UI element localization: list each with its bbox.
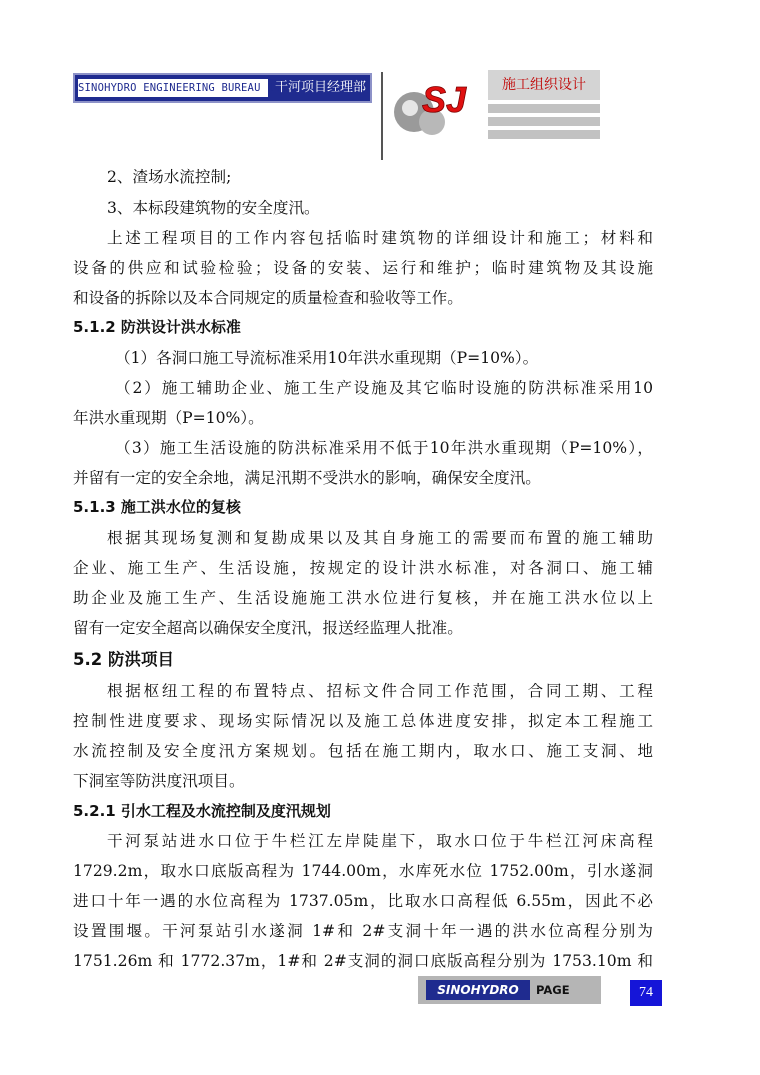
review-line1: 根据其现场复测和复勘成果以及其自身施工的需要而布置的施工辅助 <box>107 529 653 547</box>
section-heading-5-2: 5.2 防洪项目 <box>73 650 174 669</box>
item-2: 2、渣场水流控制; <box>107 168 232 186</box>
project-line3: 水流控制及安全度汛方案规划。包括在施工期内，取水口、施工支洞、地 <box>73 742 653 760</box>
intake-line3: 进口十年一遇的水位高程为 1737.05m，比取水口高程低 6.55m，因此不必 <box>73 892 653 910</box>
review-line4: 留有一定安全超高以确保安全度汛，报送经监理人批准。 <box>73 619 463 637</box>
paragraph-scope-line3: 和设备的拆除以及本合同规定的质量检查和验收等工作。 <box>73 289 463 307</box>
standard-2-line2: 年洪水重现期（P=10%）。 <box>73 409 264 427</box>
review-line3: 助企业及施工生产、生活设施施工洪水位进行复核，并在施工洪水位以上 <box>73 589 653 607</box>
document-type: 施工组织设计 <box>488 70 600 100</box>
standard-2-line1: （2）施工辅助企业、施工生产设施及其它临时设施的防洪标准采用10 <box>115 379 653 397</box>
sj-logo <box>392 72 470 142</box>
intake-line5: 1751.26m 和 1772.37m，1#和 2#支洞的洞口底版高程分别为 1753.10m 和 <box>73 952 653 970</box>
review-line2: 企业、施工生产、生活设施，按规定的设计洪水标准，对各洞口、施工辅 <box>73 559 653 577</box>
header-stripes <box>488 104 600 143</box>
page-number: 74 <box>630 980 662 1006</box>
header-divider <box>381 72 383 160</box>
section-heading-5-2-1: 5.2.1 引水工程及水流控制及度汛规划 <box>73 802 331 820</box>
project-line4: 下洞室等防洪度汛项目。 <box>73 772 245 790</box>
item-3: 3、本标段建筑物的安全度汛。 <box>107 199 320 217</box>
footer-brand: SINOHYDRO <box>426 980 530 1000</box>
section-heading-5-1-3: 5.1.3 施工洪水位的复核 <box>73 498 241 516</box>
footer-page-label: PAGE <box>536 983 570 997</box>
project-line2: 控制性进度要求、现场实际情况以及施工总体进度安排，拟定本工程施工 <box>73 712 653 730</box>
logo-text: SJ <box>422 79 467 120</box>
standard-1: （1）各洞口施工导流标准采用10年洪水重现期（P=10%）。 <box>115 349 539 367</box>
intake-line1: 干河泵站进水口位于牛栏江左岸陡崖下，取水口位于牛栏江河床高程 <box>107 832 653 850</box>
paragraph-scope-line1: 上述工程项目的工作内容包括临时建筑物的详细设计和施工；材料和 <box>107 229 653 247</box>
bureau-name: SINOHYDRO ENGINEERING BUREAU 14 <box>77 78 269 98</box>
department-name: 干河项目经理部 <box>274 80 366 95</box>
standard-3-line2: 并留有一定的安全余地，满足汛期不受洪水的影响，确保安全度汛。 <box>73 469 541 487</box>
paragraph-scope-line2: 设备的供应和试验检验；设备的安装、运行和维护；临时建筑物及其设施 <box>73 259 653 277</box>
standard-3-line1: （3）施工生活设施的防洪标准采用不低于10年洪水重现期（P=10%）， <box>115 439 653 457</box>
section-heading-5-1-2: 5.1.2 防洪设计洪水标准 <box>73 318 241 336</box>
intake-line2: 1729.2m，取水口底版高程为 1744.00m，水库死水位 1752.00m，引水遂洞 <box>73 862 653 880</box>
intake-line4: 设置围堰。干河泵站引水遂洞 1#和 2#支洞十年一遇的洪水位高程分别为 <box>73 922 653 940</box>
project-line1: 根据枢纽工程的布置特点、招标文件合同工作范围，合同工期、工程 <box>107 682 653 700</box>
